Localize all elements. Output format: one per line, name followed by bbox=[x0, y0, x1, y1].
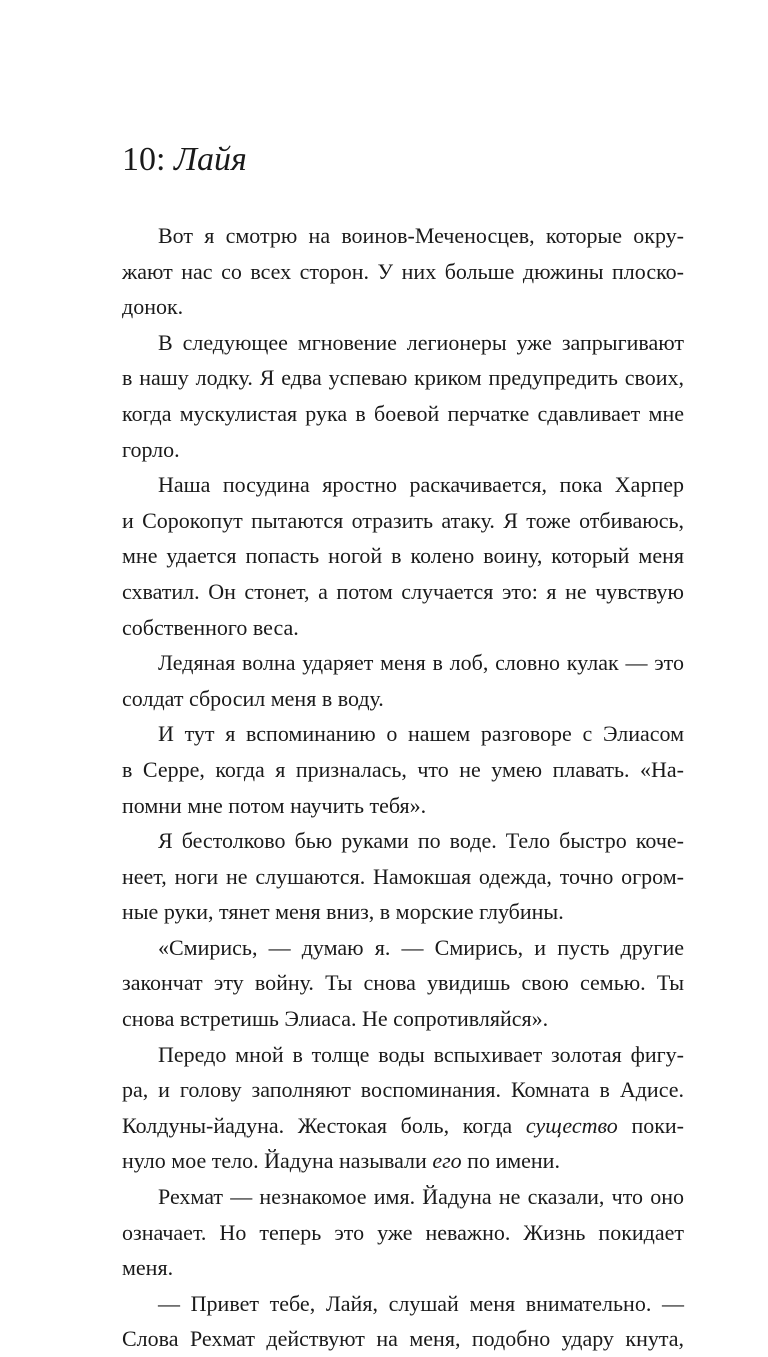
emphasis: его bbox=[432, 1148, 462, 1174]
text-line: помни мне потом научить тебя». bbox=[122, 792, 427, 818]
paragraph bbox=[122, 1037, 684, 1179]
paragraph bbox=[122, 467, 684, 645]
text-line: закончат эту войну. Ты снова увидишь свою семью. Ты bbox=[122, 970, 684, 996]
paragraph bbox=[122, 325, 684, 467]
paragraph bbox=[122, 716, 684, 823]
text-line: Слова Рехмат действуют на меня, подобно удару кнута, bbox=[122, 1326, 684, 1352]
paragraph bbox=[122, 218, 684, 325]
emphasis: существо bbox=[525, 1112, 618, 1138]
text-line: донок. bbox=[122, 294, 184, 320]
text-line: Я бестолково бью руками по воде. Тело быстро коче- bbox=[158, 828, 684, 854]
text-line: Рехмат — незнакомое имя. Йадуна не сказали, что оно bbox=[158, 1184, 684, 1210]
text-line: в нашу лодку. Я едва успеваю криком предупредить своих, bbox=[122, 365, 684, 391]
chapter-body bbox=[122, 218, 684, 1357]
paragraph bbox=[122, 1179, 684, 1286]
text-line: Колдуны-йадуна. Жестокая боль, когда существо поки- bbox=[122, 1112, 685, 1138]
text-line: жают нас со всех сторон. У них больше дюжины плоско- bbox=[122, 258, 684, 284]
text-line: солдат сбросил меня в воду. bbox=[122, 685, 384, 711]
text-line: Вот я смотрю на воинов-Меченосцев, которые окру- bbox=[158, 223, 684, 248]
book-page bbox=[122, 0, 685, 1352]
paragraph bbox=[122, 930, 684, 1037]
text-line: меня. bbox=[122, 1255, 174, 1281]
text-line: схватил. Он стонет, а потом случается это: я не чувствую bbox=[122, 578, 684, 604]
text-line: ра, и голову заполняют воспоминания. Комната в Адисе. bbox=[122, 1077, 684, 1103]
text-line: нуло мое тело. Йадуна называли его по имени. bbox=[122, 1148, 560, 1174]
text-line: ные руки, тянет меня вниз, в морские глубины. bbox=[122, 899, 564, 925]
chapter-title: Лайя bbox=[173, 141, 247, 178]
text-line: мне удается попасть ногой в колено воину, который меня bbox=[122, 543, 684, 569]
text-line: в Серре, когда я призналась, что не умею плавать. «На- bbox=[122, 756, 684, 782]
text-line: неет, ноги не слушаются. Намокшая одежда, точно огром- bbox=[122, 863, 684, 889]
text-line: «Смирись, — думаю я. — Смирись, и пусть другие bbox=[158, 934, 684, 960]
text-line: И тут я вспоминанию о нашем разговоре с Элиасом bbox=[158, 721, 684, 747]
text-line: Наша посудина яростно раскачивается, пока Харпер bbox=[158, 472, 684, 498]
text-line: — Привет тебе, Лайя, слушай меня внимательно. — bbox=[158, 1290, 684, 1316]
text-line: когда мускулистая рука в боевой перчатке сдавливает мне bbox=[122, 400, 684, 426]
text-line: горло. bbox=[122, 436, 180, 462]
chapter-heading bbox=[122, 138, 247, 182]
paragraph bbox=[122, 823, 684, 930]
text-line: означает. Но теперь это уже неважно. Жизнь покидает bbox=[122, 1219, 684, 1245]
text-line: снова встретишь Элиаса. Не сопротивляйся». bbox=[122, 1006, 549, 1032]
text-line: Передо мной в толще воды вспыхивает золотая фигу- bbox=[158, 1041, 684, 1067]
paragraph bbox=[122, 1286, 684, 1357]
chapter-number: 10: bbox=[122, 141, 166, 178]
text-line: Ледяная волна ударяет меня в лоб, словно кулак — это bbox=[158, 650, 684, 676]
text-line: и Сорокопут пытаются отразить атаку. Я тоже отбиваюсь, bbox=[122, 507, 684, 533]
text-line: собственного веса. bbox=[122, 614, 299, 640]
text-line: В следующее мгновение легионеры уже запрыгивают bbox=[158, 329, 684, 355]
paragraph bbox=[122, 645, 684, 716]
